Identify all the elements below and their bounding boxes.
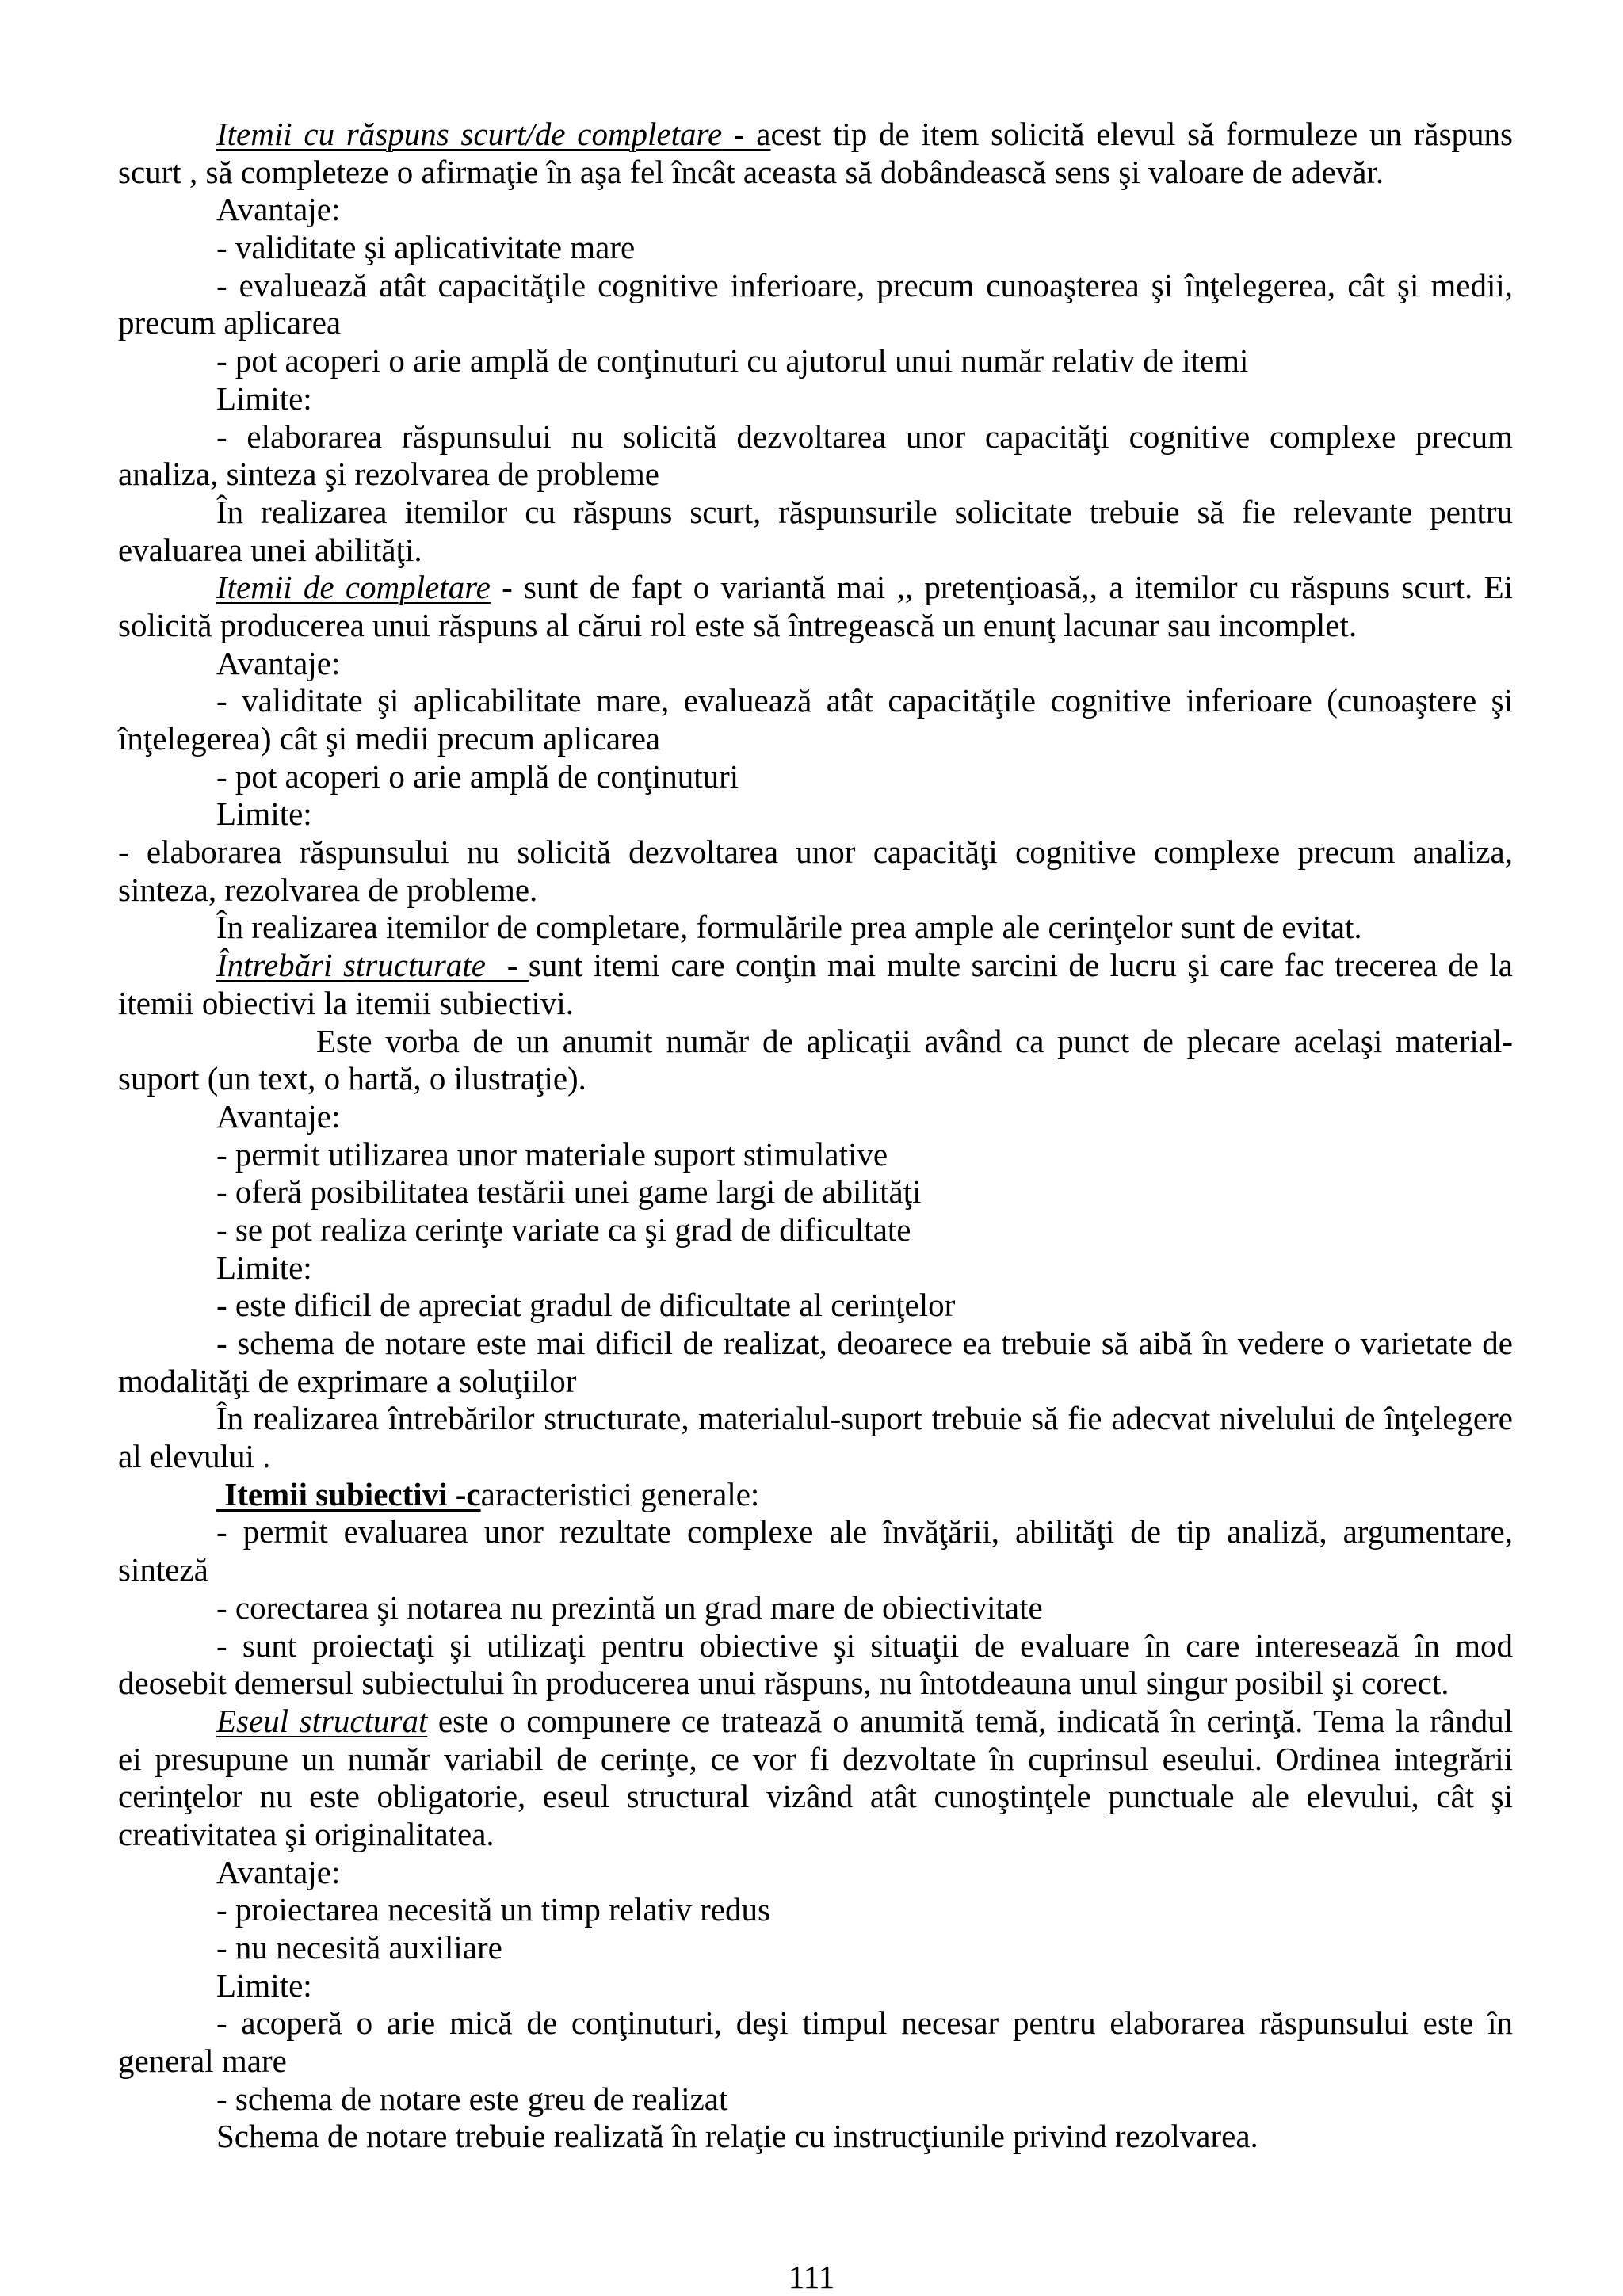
structured-essay-term: Eseul structurat [216, 1702, 428, 1739]
paragraph-line: În realizarea itemilor cu răspuns scurt, răspunsurile solicitate trebuie să fie relevante pentru [216, 493, 1513, 530]
characteristic-item-continuation: deosebit demersul subiectului în producerea unui răspuns, nu întotdeauna unul singur posibil şi corect. [118, 1665, 1449, 1702]
limitation-item-continuation: general mare [118, 2042, 287, 2080]
limitation-item-continuation: analiza, sinteza şi rezolvarea de probleme [118, 456, 659, 493]
paragraph-line: evaluarea unei abilităţi. [118, 531, 422, 568]
advantage-item: - nu necesită auxiliare [216, 1929, 502, 1966]
advantage-item: - pot acoperi o arie amplă de conţinuturi [216, 757, 739, 795]
section-subjective-items [118, 1476, 1513, 1703]
advantage-item-continuation: înţelegerea) cât şi medii precum aplicarea [118, 720, 661, 757]
paragraph-line: solicită producerea unui răspuns al cărui rol este să întregească un enunţ lacunar sau incomplet. [118, 606, 1358, 643]
paragraph-line: suport (un text, o hartă, o ilustraţie). [118, 1060, 586, 1097]
advantage-item: - permit utilizarea unor materiale suport stimulative [216, 1135, 888, 1173]
page-body [118, 116, 1513, 2156]
limitation-item: - elaborarea răspunsului nu solicită dezvoltarea unor capacităţi cognitive complexe precum [216, 418, 1513, 455]
short-answer-definition-line [118, 116, 1513, 154]
limitation-item-continuation: modalităţi de exprimare a soluţiilor [118, 1362, 577, 1399]
advantages-label: Avantaje: [216, 1097, 341, 1135]
section-structured-essay [118, 1703, 1513, 2156]
advantage-item: - validitate şi aplicativitate mare [216, 229, 636, 266]
limitations-label: Limite: [216, 379, 312, 417]
limitation-item: - acoperă o arie mică de conţinuturi, deşi timpul necesar pentru elaborarea răspunsului este în [216, 2004, 1513, 2042]
section-short-answer-items [118, 116, 1513, 569]
paragraph-line: Schema de notare trebuie realizată în relaţie cu instrucţiunile privind rezolvarea. [216, 2118, 1258, 2155]
limitation-item: - elaborarea răspunsului nu solicită dezvoltarea unor capacităţi cognitive complexe precum analiza, [118, 833, 1513, 871]
advantage-item: - evaluează atât capacităţile cognitive inferioare, precum cunoaşterea şi înţelegerea, cât şi medii, [216, 266, 1513, 303]
completion-items-term: Itemii de completare [216, 569, 491, 606]
structured-questions-definition-line [118, 947, 1513, 985]
limitations-label: Limite: [216, 795, 312, 833]
term-dash-underlined: - [485, 947, 529, 984]
characteristic-item: - permit evaluarea unor rezultate complexe ale învăţării, abilităţi de tip analiză, argumentare, [216, 1513, 1513, 1550]
paragraph-line: al elevului . [118, 1438, 271, 1475]
page-number: 111 [788, 2259, 835, 2295]
characteristic-item: - corectarea şi notarea nu prezintă un grad mare de obiectivitate [216, 1589, 1043, 1626]
limitation-item: - este dificil de apreciat gradul de dificultate al cerinţelor [216, 1287, 956, 1324]
section-structured-questions [118, 947, 1513, 1476]
paragraph-line: cerinţelor nu este obligatorie, eseul structural vizând atât cunoştinţele punctuale ale elevului, cât şi [118, 1778, 1513, 1815]
limitation-item: - schema de notare este greu de realizat [216, 2080, 728, 2117]
limitation-item: - schema de notare este mai dificil de realizat, deoarece ea trebuie să aibă în vedere o varietate de [216, 1325, 1513, 1361]
limitations-label: Limite: [216, 1966, 312, 2004]
paragraph-line: În realizarea itemilor de completare, formulările prea ample ale cerinţelor sunt de evitat. [216, 909, 1362, 946]
limitation-item-continuation: sinteza, rezolvarea de probleme. [118, 871, 538, 908]
structured-essay-definition-text: este o compunere ce tratează o anumită temă, indicată în cerinţă. Tema la rândul [427, 1702, 1513, 1739]
term-dash-underlined: - a [722, 116, 771, 152]
subjective-items-heading: Itemii subiectivi -c [216, 1475, 481, 1512]
short-answer-items-term: Itemii cu răspuns scurt/de completare [216, 116, 723, 152]
paragraph-line: scurt , să completeze o afirmaţie în aşa fel încât aceasta să dobândească sens şi valoare de adevăr. [118, 153, 1384, 190]
advantages-label: Avantaje: [216, 644, 341, 681]
subjective-items-heading-text: aracteristici generale: [480, 1475, 760, 1512]
advantage-item-continuation: precum aplicarea [118, 304, 342, 341]
structured-questions-term: Întrebări structurate [216, 947, 486, 984]
structured-questions-definition-text: sunt itemi care conţin mai multe sarcini de lucru şi care fac trecerea de la [528, 947, 1514, 984]
characteristic-item-continuation: sinteză [118, 1551, 208, 1589]
limitations-label: Limite: [216, 1249, 312, 1286]
paragraph-line: ei presupune un număr variabil de cerinţe, ce vor fi dezvoltate în cuprinsul eseului. Ordinea integrării [118, 1740, 1513, 1777]
paragraph-line: creativitatea şi originalitatea. [118, 1815, 495, 1852]
advantages-label: Avantaje: [216, 1853, 341, 1890]
structured-essay-definition-line [118, 1703, 1513, 1741]
advantage-item: - pot acoperi o arie amplă de conţinuturi cu ajutorul unui număr relativ de itemi [216, 342, 1249, 379]
advantage-item: - validitate şi aplicabilitate mare, evaluează atât capacităţile cognitive inferioare (cunoaştere şi [216, 682, 1513, 719]
paragraph-line: itemii obiectivi la itemii subiectivi. [118, 984, 575, 1021]
advantage-item: - se pot realiza cerinţe variate ca şi grad de dificultate [216, 1211, 911, 1248]
paragraph-line: Este vorba de un anumit număr de aplicaţii având ca punct de plecare acelaşi material- [316, 1022, 1513, 1059]
completion-items-definition-text: - sunt de fapt o variantă mai ,, pretenţioasă,, a itemilor cu răspuns scurt. Ei [490, 569, 1513, 606]
section-completion-items [118, 569, 1513, 947]
short-answer-definition-text: cest tip de item solicită elevul să formuleze un răspuns [770, 116, 1513, 152]
paragraph-line: În realizarea întrebărilor structurate, materialul-suport trebuie să fie adecvat nivelului de înţelegere [216, 1400, 1513, 1437]
subjective-items-heading-line [118, 1476, 1513, 1514]
advantage-item: - oferă posibilitatea testării unei game largi de abilităţi [216, 1173, 922, 1211]
characteristic-item: - sunt proiectaţi şi utilizaţi pentru obiective şi situaţii de evaluare în care interesează în mod [216, 1627, 1513, 1664]
advantages-label: Avantaje: [216, 191, 341, 228]
completion-items-definition-line [118, 569, 1513, 607]
advantage-item: - proiectarea necesită un timp relativ redus [216, 1891, 770, 1928]
